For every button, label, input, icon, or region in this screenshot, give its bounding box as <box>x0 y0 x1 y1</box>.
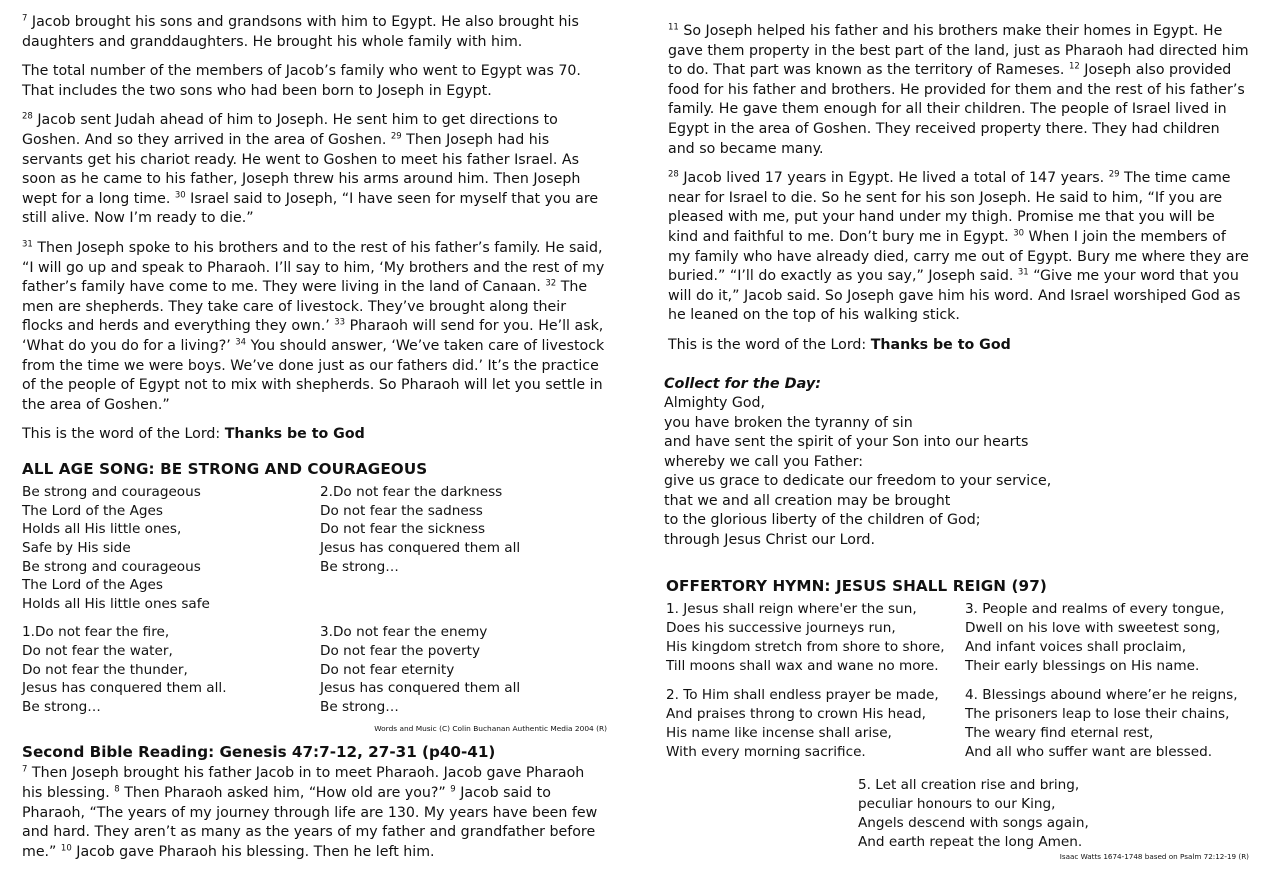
collect-line: and have sent the spirit of your Son into our hearts <box>664 434 1029 451</box>
verse-text: The time came near for Israel to die. So he sent for his son Joseph. He said to him, “If you are pleased with me, put your hand under my thigh. Promise me that you will be kind and faithful to me. Don’t bury me in Egypt. <box>668 170 1231 245</box>
hymn-row-2 <box>666 686 1249 772</box>
reading-paragraph <box>22 111 607 229</box>
song-line: 3.Do not fear the enemy <box>320 624 488 641</box>
song-verse-3 <box>320 623 607 716</box>
word-of-the-lord <box>668 336 1249 355</box>
song-chorus <box>22 483 320 613</box>
hymn-line: His name like incense shall arise, <box>666 724 892 741</box>
hymn-line: His kingdom stretch from shore to shore, <box>666 638 945 655</box>
hymn-line: The prisoners leap to lose their chains, <box>965 705 1230 722</box>
verse-text: You should answer, ‘We’ve taken care of livestock from the time we were boys. We’ve done just as our fathers did.’ It’s the practice of the people of Egypt not to mix with shepherds. So Pharaoh will let you settle in the area of Goshen.” <box>22 337 605 413</box>
verse-text: Jacob said to Pharaoh, “The years of my journey through life are 130. My years have been few and hard. They aren’t as many as the years of my father and grandfather before me.” <box>22 785 598 860</box>
hymn-verse-5 <box>858 776 1249 852</box>
collect-line: you have broken the tyranny of sin <box>664 414 913 431</box>
verse-text: Then Pharaoh asked him, “How old are you?” <box>119 785 451 801</box>
verse-text: Jacob gave Pharaoh his blessing. Then he left him. <box>71 843 435 860</box>
song-line: Do not fear the sickness <box>320 521 486 538</box>
song-line: Do not fear eternity <box>320 661 455 678</box>
collect-prayer <box>664 394 1249 551</box>
hymn-title: OFFERTORY HYMN: JESUS SHALL REIGN (97) <box>666 576 1047 595</box>
collect-line: Almighty God, <box>664 394 766 411</box>
hymn-line: The weary find eternal rest, <box>965 724 1154 741</box>
hymn-verse-4 <box>965 686 1238 762</box>
verse-text: The men are shepherds. They take care of livestock. They’ve brought along their flocks and herds and everything they own.’ <box>22 279 588 335</box>
verse-number: 11 <box>668 22 679 33</box>
collect-line: give us grace to dedicate our freedom to your service, <box>664 473 1052 490</box>
song-line: Do not fear the sadness <box>320 502 483 519</box>
right-page <box>664 0 1249 864</box>
hymn-line: And earth repeat the long Amen. <box>858 833 1083 850</box>
verse-number: 7 <box>22 764 28 775</box>
song-verse-2 <box>320 483 607 613</box>
collect-line: that we and all creation may be brought <box>664 492 951 509</box>
hymn-line: And all who suffer want are blessed. <box>965 743 1213 760</box>
verse-text: When I join the members of my family who have already died, carry me out of Egypt. Bury me where they are buried.” “I’ll do exactly as you say,” Joseph said. <box>668 228 1249 285</box>
song-line: The Lord of the Ages <box>22 577 163 594</box>
hymn-line: peculiar honours to our King, <box>858 795 1056 812</box>
verse-number: 29 <box>390 131 402 142</box>
hymn-line: Till moons shall wax and wane no more. <box>666 657 939 674</box>
wotl-lead: This is the word of the Lord: <box>668 336 871 353</box>
reading-paragraph <box>22 239 607 415</box>
verse-text: Pharaoh will send for you. He’ll ask, ‘What do you do for a living?’ <box>22 318 604 354</box>
song-line: Holds all His little ones, <box>22 521 182 538</box>
wotl-response: Thanks be to God <box>224 426 365 443</box>
song-line: Do not fear the water, <box>22 643 173 660</box>
hymn-verse-2 <box>666 686 965 762</box>
verse-text: Then Joseph brought his father Jacob in to meet Pharaoh. Jacob gave Pharaoh his blessing. <box>22 765 585 801</box>
verse-text: Israel said to Joseph, “I have seen for myself that you are still alive. Now I’m ready to die.” <box>22 190 599 227</box>
verse-text: Jacob lived 17 years in Egypt. He lived a total of 147 years. <box>678 170 1109 187</box>
verse-text: Jacob sent Judah ahead of him to Joseph. He sent him to get directions to Goshen. And so they arrived in the area of Goshen. <box>22 112 558 148</box>
hymn-verse-3 <box>965 600 1224 676</box>
hymn-verse-1 <box>666 600 965 676</box>
verse-number: 33 <box>334 317 346 328</box>
song-line: Jesus has conquered them all <box>320 680 521 697</box>
verse-number: 7 <box>22 13 28 24</box>
verse-number: 31 <box>1017 267 1029 278</box>
hymn-line: 3. People and realms of every tongue, <box>965 600 1225 617</box>
hymn-line: 4. Blessings abound where’er he reigns, <box>965 686 1238 703</box>
song-verse-1 <box>22 623 320 716</box>
collect-title: Collect for the Day: <box>664 375 821 392</box>
verse-number: 29 <box>1108 169 1120 180</box>
verse-text: “Give me your word that you will do it,” Jacob said. So Joseph gave him his word. And Israel worshiped God as he leaned on the top of his walking stick. <box>668 268 1241 324</box>
hymn-row-1 <box>666 600 1249 686</box>
collect-line: whereby we call you Father: <box>664 453 863 470</box>
verse-text: So Joseph helped his father and his brothers make their homes in Egypt. He gave them property in the best part of the land, just as Pharaoh had directed him to do. That part was known as the territory of Rameses. <box>668 23 1249 79</box>
hymn-line: Does his successive journeys run, <box>666 619 896 636</box>
song-row-1 <box>22 483 607 623</box>
verse-number: 28 <box>22 111 33 122</box>
left-page <box>22 0 607 872</box>
reading-paragraph <box>22 764 607 862</box>
verse-number: 32 <box>545 278 557 289</box>
song-line: The Lord of the Ages <box>22 502 163 519</box>
song-title: ALL AGE SONG: BE STRONG AND COURAGEOUS <box>22 460 428 479</box>
hymn-line: 5. Let all creation rise and bring, <box>858 776 1080 793</box>
hymn-line: Their early blessings on His name. <box>965 657 1200 674</box>
hymn-line: With every morning sacrifice. <box>666 743 866 760</box>
verse-number: 8 <box>114 784 120 795</box>
wotl-lead: This is the word of the Lord: <box>22 426 225 443</box>
song-line: Do not fear the thunder, <box>22 661 188 678</box>
song-line: Be strong… <box>320 558 399 575</box>
song-line: Be strong… <box>22 698 101 715</box>
reading-paragraph <box>22 13 607 52</box>
hymn-line: 1. Jesus shall reign where'er the sun, <box>666 600 917 617</box>
song-line: Holds all His little ones safe <box>22 595 210 612</box>
song-line: Be strong and courageous <box>22 558 201 575</box>
verse-text: Jacob brought his sons and grandsons with him to Egypt. He also brought his daughters and granddaughters. He brought his whole family with him. <box>22 14 579 50</box>
collect-line: to the glorious liberty of the children of God; <box>664 512 981 529</box>
song-line: Do not fear the poverty <box>320 643 481 660</box>
reading-title: Second Bible Reading: Genesis 47:7-12, 27-31 (p40-41) <box>22 743 496 762</box>
song-line: Be strong and courageous <box>22 484 201 501</box>
verse-number: 28 <box>668 169 679 180</box>
verse-text: Then Joseph spoke to his brothers and to the rest of his father’s family. He said, “I will go up and speak to Pharaoh. I’ll say to him, ‘My brothers and the rest of my father’s family have come to me. They were living in the land of Canaan. <box>22 239 605 296</box>
hymn-line: Angels descend with songs again, <box>858 814 1089 831</box>
hymn-line: And infant voices shall proclaim, <box>965 638 1187 655</box>
hymn-line: Dwell on his love with sweetest song, <box>965 619 1221 636</box>
reading-paragraph: The total number of the members of Jacob’s family who went to Egypt was 70. That includes the two sons who had been born to Joseph in Egypt. <box>22 63 581 99</box>
song-credit: Words and Music (C) Colin Buchanan Authentic Media 2004 (R) <box>374 724 607 734</box>
verse-number: 31 <box>22 239 33 250</box>
verse-number: 9 <box>450 784 456 795</box>
verse-number: 12 <box>1068 61 1080 72</box>
verse-number: 30 <box>174 190 186 201</box>
song-line: Safe by His side <box>22 540 131 557</box>
song-line: Jesus has conquered them all. <box>22 680 227 697</box>
verse-number: 10 <box>60 843 72 854</box>
song-line: Jesus has conquered them all <box>320 540 521 557</box>
verse-number: 30 <box>1013 228 1025 239</box>
reading-paragraph <box>668 169 1249 326</box>
song-line: 2.Do not fear the darkness <box>320 484 503 501</box>
verse-text: Then Joseph had his servants get his chariot ready. He went to Goshen to meet his father Israel. As soon as he came to his father, Joseph threw his arms around him. Then Joseph wept for a long time. <box>22 131 581 207</box>
hymn-credit: Isaac Watts 1674-1748 based on Psalm 72:12-19 (R) <box>1059 851 1249 861</box>
wotl-response: Thanks be to God <box>870 336 1011 353</box>
song-row-2 <box>22 623 607 726</box>
hymn-line: 2. To Him shall endless prayer be made, <box>666 686 939 703</box>
reading-paragraph <box>668 22 1249 159</box>
collect-line: through Jesus Christ our Lord. <box>664 532 876 549</box>
song-line: 1.Do not fear the fire, <box>22 624 170 641</box>
hymn-line: And praises throng to crown His head, <box>666 705 926 722</box>
verse-text: Joseph also provided food for his father and brothers. He provided for them and the rest of his father’s family. He gave them enough for all their children. The people of Israel lived in Egypt in the area of Goshen. They received property there. They had children and so became many. <box>668 62 1245 157</box>
verse-number: 34 <box>235 337 247 348</box>
song-line: Be strong… <box>320 698 399 715</box>
word-of-the-lord <box>22 425 607 444</box>
